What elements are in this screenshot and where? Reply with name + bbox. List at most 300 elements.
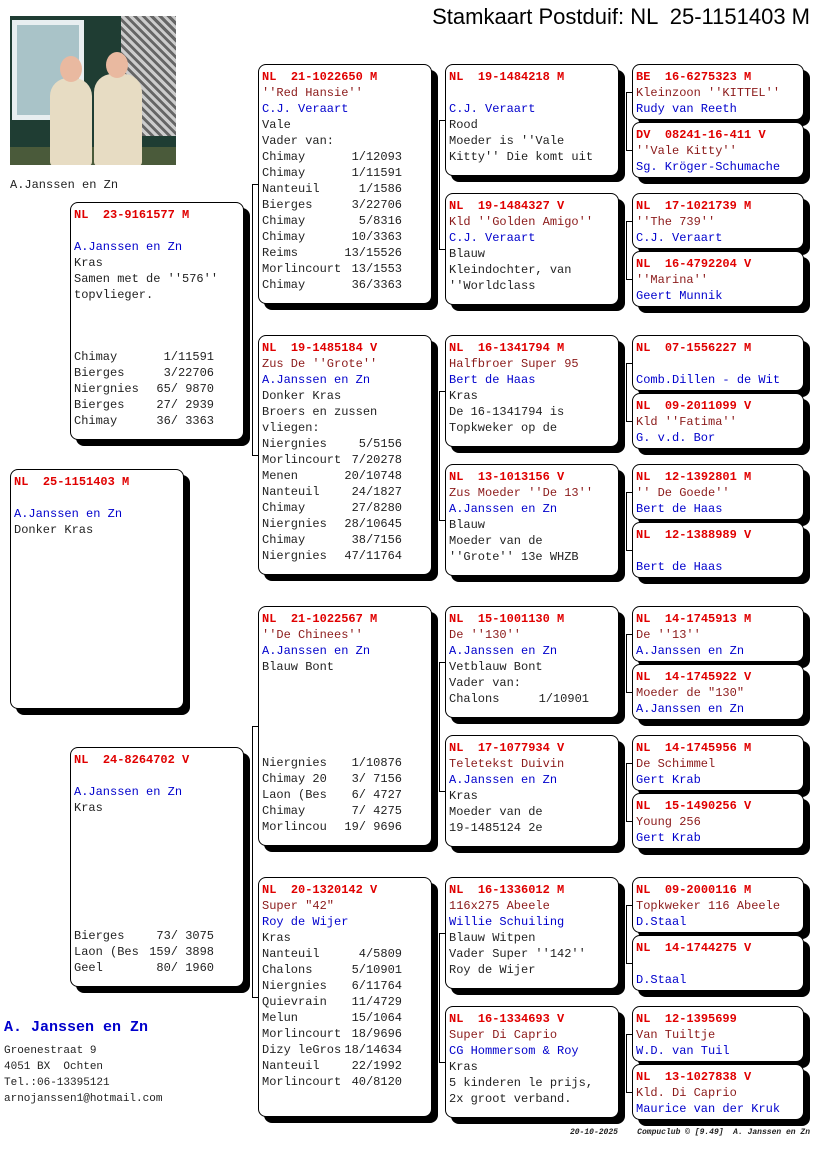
country-code: NL [262, 883, 277, 897]
sex: V [557, 470, 565, 484]
pigeon-name [14, 490, 180, 506]
connector-line [252, 726, 253, 998]
country-code: NL [449, 741, 464, 755]
country-code: NL [636, 883, 651, 897]
remark-line: 5 kinderen le prijs, [449, 1076, 594, 1090]
ring-number-row [262, 69, 428, 85]
race-name: Chimay [74, 350, 118, 364]
result-row [262, 755, 402, 771]
ring-number: 15-1001130 [477, 612, 550, 626]
breeder-street: Groenestraat 9 [4, 1045, 97, 1057]
result-row [262, 436, 402, 452]
spacer [650, 1070, 664, 1084]
country-code: NL [449, 612, 464, 626]
ring-number: 08241-16-411 [664, 128, 752, 142]
race-name: Quievrain [262, 995, 327, 1009]
result-row [74, 365, 214, 381]
country-code: NL [262, 612, 277, 626]
country-code: NL [636, 1012, 651, 1026]
pigeon-card[interactable] [445, 877, 619, 989]
spacer [650, 257, 664, 271]
pigeon-color: Kras [449, 1060, 478, 1074]
pigeon-card[interactable] [445, 193, 619, 305]
pigeon-owner: A.Janssen en Zn [636, 644, 745, 658]
photo-caption: A.Janssen en Zn [10, 178, 119, 192]
spacer [463, 341, 477, 355]
pigeon-name: Kld ''Fatima'' [636, 415, 737, 429]
country-code: NL [449, 470, 464, 484]
connector-line [626, 221, 627, 280]
pigeon-owner: A.Janssen en Zn [74, 240, 183, 254]
race-name: Bierges [262, 198, 313, 212]
pigeon-owner: C.J. Veraart [636, 231, 723, 245]
ring-number: 12-1392801 [664, 470, 737, 484]
connector-line [626, 363, 627, 422]
country-code: NL [636, 341, 651, 355]
pigeon-card[interactable] [445, 735, 619, 847]
spacer [463, 470, 477, 484]
pigeon-name: Zus De ''Grote'' [262, 357, 378, 371]
pigeon-owner: C.J. Veraart [262, 102, 349, 116]
race-result: 40/8120 [351, 1075, 402, 1089]
country-code: NL [74, 753, 89, 767]
race-result: 1/11591 [351, 166, 402, 180]
spacer [550, 199, 557, 213]
country-code: NL [449, 883, 464, 897]
sex: M [182, 208, 190, 222]
pigeon-color: Blauw Witpen [449, 931, 536, 945]
spacer [463, 741, 477, 755]
pigeon-owner: A.Janssen en Zn [636, 702, 745, 716]
pigeon-name [449, 85, 615, 101]
sex: V [182, 753, 190, 767]
sex: V [557, 1012, 565, 1026]
race-result: 5/8316 [358, 214, 402, 228]
result-row [262, 197, 402, 213]
country-code: NL [636, 941, 651, 955]
pigeon-card[interactable] [632, 251, 804, 307]
pigeon-card[interactable] [632, 393, 804, 449]
spacer [550, 612, 557, 626]
spacer [550, 70, 557, 84]
spacer [737, 399, 744, 413]
breeder-city: 4051 BX Ochten [4, 1061, 104, 1073]
race-result: 18/9696 [351, 1027, 402, 1041]
country-code: NL [636, 199, 651, 213]
spacer [550, 883, 557, 897]
pigeon-name: Kld. Di Caprio [636, 1086, 737, 1100]
race-name: Chimay [262, 533, 306, 547]
result-row [262, 1010, 402, 1026]
result-row [74, 960, 214, 976]
pigeon-color: Rood [449, 118, 478, 132]
spacer [737, 741, 744, 755]
pigeon-owner: C.J. Veraart [449, 231, 536, 245]
ring-number: 19-1485184 [290, 341, 363, 355]
breeder-email: arnojanssen1@hotmail.com [4, 1093, 163, 1105]
ring-number-row [636, 669, 800, 685]
ring-number-row [636, 882, 800, 898]
race-result: 1/11591 [163, 350, 214, 364]
spacer [550, 741, 557, 755]
race-result: 65/ 9870 [156, 382, 214, 396]
remark-line: Vader Super ''142'' [449, 947, 586, 961]
pigeon-owner: Bert de Haas [636, 560, 723, 574]
spacer [363, 341, 370, 355]
spacer [650, 741, 664, 755]
pigeon-owner: Comb.Dillen - de Wit [636, 373, 781, 387]
pigeon-card[interactable] [632, 793, 804, 849]
pigeon-owner: C.J. Veraart [449, 102, 536, 116]
race-result: 73/ 3075 [156, 929, 214, 943]
pigeon-owner: D.Staal [636, 915, 687, 929]
sex: M [557, 341, 565, 355]
race-result: 19/ 9696 [344, 820, 402, 834]
pigeon-color: Kras [74, 801, 103, 815]
pigeon-owner: Gert Krab [636, 773, 701, 787]
ring-number-row [449, 69, 615, 85]
pigeon-color: Kras [74, 256, 103, 270]
ring-number: 20-1320142 [290, 883, 363, 897]
pigeon-name: Super "42" [262, 899, 335, 913]
race-name: Chimay [74, 414, 118, 428]
race-result: 3/22706 [163, 366, 214, 380]
sex: V [557, 741, 565, 755]
remark-line: Topkweker op de [449, 421, 558, 435]
remark-line: Vader van: [262, 134, 335, 148]
result-row [262, 548, 402, 564]
pigeon-card[interactable] [445, 335, 619, 447]
race-name: Niergnies [74, 382, 139, 396]
ring-number-row [636, 340, 800, 356]
race-name: Chimay [262, 804, 306, 818]
pigeon-card[interactable] [258, 64, 432, 304]
spacer [463, 70, 477, 84]
pigeon-name: De ''13'' [636, 628, 701, 642]
remark-line: 2x groot verband. [449, 1092, 572, 1106]
race-name: Niergnies [262, 979, 327, 993]
race-result: 159/ 3898 [149, 945, 214, 959]
ring-number: 21-1022650 [290, 70, 363, 84]
result-row [262, 532, 402, 548]
spacer [650, 670, 664, 684]
spacer [175, 753, 182, 767]
race-name: Morlincourt [262, 1075, 342, 1089]
ring-number-row [636, 527, 800, 543]
breeder-name: A. Janssen en Zn [4, 1019, 149, 1036]
spacer [550, 341, 557, 355]
pigeon-name: Halfbroer Super 95 [449, 357, 579, 371]
pigeon-color: Blauw [449, 247, 486, 261]
race-result: 7/ 4275 [351, 804, 402, 818]
result-row [262, 181, 402, 197]
result-row [74, 349, 214, 365]
result-row [262, 978, 402, 994]
race-result: 20/10748 [344, 469, 402, 483]
pigeon-name: Kleinzoon ''KITTEL'' [636, 86, 781, 100]
race-result: 4/5809 [358, 947, 402, 961]
result-row [262, 484, 402, 500]
pigeon-card[interactable] [70, 202, 244, 440]
race-name: Chimay [262, 501, 306, 515]
sex: M [744, 341, 752, 355]
country-code: NL [449, 1012, 464, 1026]
sex: M [744, 470, 752, 484]
race-name: Nanteuil [262, 485, 320, 499]
spacer [363, 70, 370, 84]
ring-number: 24-8264702 [102, 753, 175, 767]
race-result: 22/1992 [351, 1059, 402, 1073]
country-code: DV [636, 128, 651, 142]
ring-number-row [449, 740, 615, 756]
sex: V [744, 1070, 752, 1084]
result-row [262, 994, 402, 1010]
country-code: NL [449, 199, 464, 213]
sex: V [744, 941, 752, 955]
sex: M [557, 883, 565, 897]
remark-line: Kleindochter, van [449, 263, 572, 277]
spacer [650, 883, 664, 897]
spacer [737, 1070, 744, 1084]
pigeon-name: Zus Moeder ''De 13'' [449, 486, 594, 500]
ring-number-row [14, 474, 180, 490]
spacer [550, 470, 557, 484]
result-row [262, 452, 402, 468]
race-result: 18/14634 [344, 1043, 402, 1057]
pigeon-card[interactable] [258, 877, 432, 1117]
pigeon-name: 116x275 Abeele [449, 899, 550, 913]
pigeon-card[interactable] [632, 464, 804, 520]
pigeon-card[interactable] [632, 606, 804, 662]
race-name: Laon (Bes [262, 788, 327, 802]
race-name: Bierges [74, 929, 125, 943]
race-name: Morlincou [262, 820, 327, 834]
pigeon-card[interactable] [258, 606, 432, 846]
results-list [262, 149, 402, 293]
results-list [74, 349, 214, 429]
race-result: 36/ 3363 [156, 414, 214, 428]
pigeon-name: Topkweker 116 Abeele [636, 899, 781, 913]
pigeon-owner: CG Hommersom & Roy [449, 1044, 579, 1058]
race-name: Morlincourt [262, 262, 342, 276]
country-code: NL [636, 399, 651, 413]
ring-number: 16-1341794 [477, 341, 550, 355]
race-result: 1/10876 [351, 756, 402, 770]
pigeon-card[interactable] [445, 1006, 619, 1118]
spacer [737, 612, 744, 626]
breeder-photo [10, 16, 176, 165]
result-row [262, 803, 402, 819]
race-name: Chalons [262, 963, 313, 977]
connector-line [626, 763, 627, 822]
spacer [175, 208, 182, 222]
race-name: Morlincourt [262, 1027, 342, 1041]
sex: V [744, 670, 752, 684]
result-row [262, 1042, 402, 1058]
race-result: 6/ 4727 [351, 788, 402, 802]
ring-number-row [449, 1011, 615, 1027]
race-result: 11/4729 [351, 995, 402, 1009]
spacer [276, 883, 290, 897]
ring-number: 16-1334693 [477, 1012, 550, 1026]
result-row [449, 691, 589, 707]
race-name: Niergnies [262, 756, 327, 770]
pigeon-owner: Rudy van Reeth [636, 102, 737, 116]
sex: V [370, 341, 378, 355]
pigeon-owner: Willie Schuiling [449, 915, 565, 929]
pigeon-card[interactable] [10, 469, 184, 709]
ring-number-row [262, 882, 428, 898]
ring-number-row [636, 798, 800, 814]
pigeon-owner: Sg. Kröger-Schumache [636, 160, 781, 174]
spacer [463, 1012, 477, 1026]
spacer [88, 208, 102, 222]
remark-line: Moeder van de [449, 534, 543, 548]
pigeon-owner: A.Janssen en Zn [449, 644, 558, 658]
pigeon-owner: Geert Munnik [636, 289, 723, 303]
race-result: 6/11764 [351, 979, 402, 993]
pigeon-name: Young 256 [636, 815, 701, 829]
spacer [650, 341, 664, 355]
pigeon-name: Super Di Caprio [449, 1028, 558, 1042]
breeder-address [4, 1043, 162, 1107]
ring-number-row [636, 127, 800, 143]
race-name: Chimay [262, 278, 306, 292]
remark-line: vliegen: [262, 421, 320, 435]
race-result: 10/3363 [351, 230, 402, 244]
pigeon-card[interactable] [632, 335, 804, 391]
pigeon-card[interactable] [445, 464, 619, 576]
race-result: 15/1064 [351, 1011, 402, 1025]
remark-line: Vader van: [449, 676, 522, 690]
race-name: Nanteuil [262, 182, 320, 196]
race-result: 13/1553 [351, 262, 402, 276]
pigeon-name: De ''130'' [449, 628, 522, 642]
ring-number-row [636, 611, 800, 627]
result-row [262, 516, 402, 532]
pigeon-card[interactable] [258, 335, 432, 575]
pigeon-owner: A.Janssen en Zn [262, 644, 371, 658]
result-row [262, 277, 402, 293]
results-list [262, 946, 402, 1090]
sex: V [370, 883, 378, 897]
ring-number: 14-1745922 [664, 670, 737, 684]
pigeon-card[interactable] [632, 122, 804, 178]
pigeon-card[interactable] [445, 64, 619, 176]
remark-line: Broers en zussen [262, 405, 378, 419]
result-row [262, 1058, 402, 1074]
spacer [737, 257, 744, 271]
ring-number-row [449, 469, 615, 485]
country-code: NL [636, 1070, 651, 1084]
results-list [449, 691, 589, 707]
country-code: NL [636, 670, 651, 684]
sex: M [557, 612, 565, 626]
pigeon-card[interactable] [632, 1064, 804, 1120]
sex: M [122, 475, 130, 489]
remark-line: 19-1485124 2e [449, 821, 543, 835]
connector-line [439, 933, 440, 1063]
country-code: NL [262, 341, 277, 355]
result-row [74, 944, 214, 960]
spacer [115, 475, 122, 489]
pigeon-owner: Bert de Haas [636, 502, 723, 516]
spacer [463, 199, 477, 213]
pigeon-card[interactable] [632, 522, 804, 578]
result-row [74, 928, 214, 944]
connector-line [439, 662, 440, 792]
race-name: Niergnies [262, 517, 327, 531]
pigeon-color: Blauw [449, 518, 486, 532]
ring-number: 16-4792204 [664, 257, 737, 271]
sex: M [744, 199, 752, 213]
ring-number-row [636, 469, 800, 485]
ring-number: 21-1022567 [290, 612, 363, 626]
ring-number: 16-6275323 [664, 70, 737, 84]
sex: M [744, 612, 752, 626]
race-result: 1/12093 [351, 150, 402, 164]
pigeon-card[interactable] [445, 606, 619, 718]
remark-line: Roy de Wijer [449, 963, 536, 977]
ring-number-row [636, 940, 800, 956]
pigeon-name: Kld ''Golden Amigo'' [449, 215, 594, 229]
ring-number: 13-1027838 [664, 1070, 737, 1084]
pigeon-color: Donker Kras [14, 523, 94, 537]
spacer [737, 941, 744, 955]
page-title: Stamkaart Postduif: NL 25-1151403 M [432, 4, 810, 29]
pigeon-card[interactable] [632, 1006, 804, 1062]
race-name: Chimay [262, 214, 306, 228]
pigeon-card[interactable] [632, 664, 804, 720]
ring-number: 14-1745956 [664, 741, 737, 755]
spacer [276, 341, 290, 355]
ring-number-row [449, 340, 615, 356]
pigeon-card[interactable] [632, 877, 804, 933]
sex: V [744, 799, 752, 813]
pigeon-card[interactable] [632, 735, 804, 791]
spacer [363, 883, 370, 897]
remark-line: ''Grote'' 13e WHZB [449, 550, 579, 564]
race-name: Menen [262, 469, 299, 483]
photo-ground [10, 147, 176, 165]
pigeon-name: ''Marina'' [636, 273, 709, 287]
result-row [262, 771, 402, 787]
pigeon-card[interactable] [632, 193, 804, 249]
ring-number-row [262, 340, 428, 356]
pigeon-owner: Maurice van der Kruk [636, 1102, 781, 1116]
spacer [650, 128, 664, 142]
ring-number: 23-9161577 [102, 208, 175, 222]
ring-number: 09-2000116 [664, 883, 737, 897]
pigeon-card[interactable] [632, 935, 804, 991]
pigeon-color: Kras [262, 931, 291, 945]
race-name: Chimay [262, 166, 306, 180]
spacer [650, 399, 664, 413]
pigeon-card[interactable] [632, 64, 804, 120]
result-row [262, 1026, 402, 1042]
country-code: NL [14, 475, 29, 489]
photo-person-2 [94, 74, 142, 165]
sex: M [370, 612, 378, 626]
ring-number: 16-1336012 [477, 883, 550, 897]
result-row [262, 245, 402, 261]
pigeon-card[interactable] [70, 747, 244, 987]
pigeon-name [636, 956, 800, 972]
pigeon-owner: A.Janssen en Zn [74, 785, 183, 799]
country-code: NL [636, 257, 651, 271]
race-name: Chimay [262, 230, 306, 244]
race-result: 7/20278 [351, 453, 402, 467]
